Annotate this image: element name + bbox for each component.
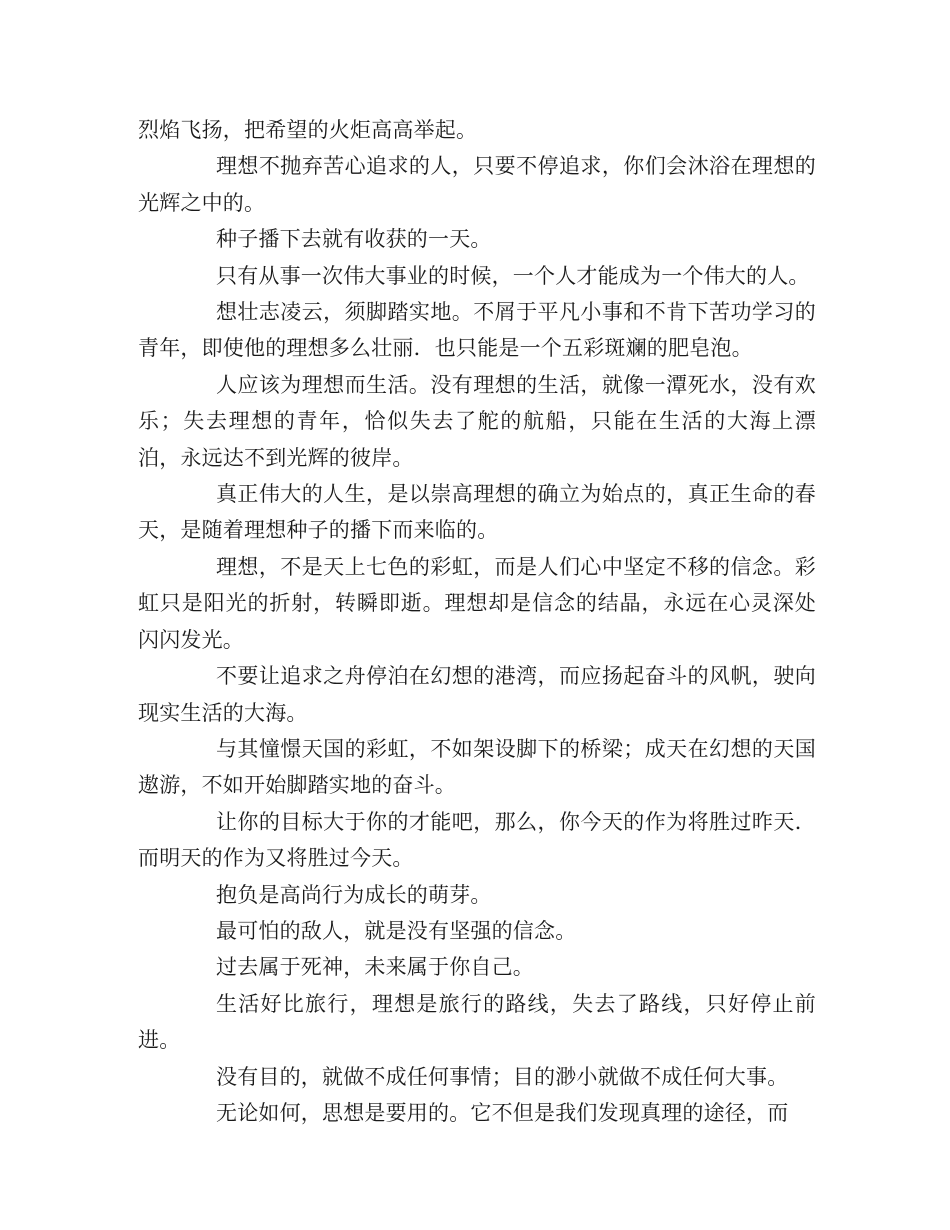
paragraph-3: 种子播下去就有收获的一天。 (216, 227, 492, 252)
paragraph-12: 抱负是高尚行为成长的萌芽。 (216, 882, 492, 907)
document-body (138, 112, 816, 1131)
paragraph-13: 最可怕的敌人，就是没有坚强的信念。 (216, 918, 577, 943)
paragraph-14: 过去属于死神，未来属于你自己。 (216, 955, 534, 980)
paragraph-1: 烈焰飞扬，把希望的火炬高高举起。 (138, 118, 478, 142)
paragraph-10: 与其憧憬天国的彩虹，不如架设脚下的桥梁；成天在幻想的天国遨游，不如开始脚踏实地的奋斗。 (138, 736, 816, 798)
paragraph-7: 真正伟大的人生，是以崇高理想的确立为始点的，真正生命的春天，是随着理想种子的播下而来临的。 (138, 482, 816, 543)
paragraph-9: 不要让追求之舟停泊在幻想的港湾，而应扬起奋斗的风帆，驶向现实生活的大海。 (138, 664, 816, 725)
paragraph-16: 没有目的，就做不成任何事情；目的渺小就做不成任何大事。 (216, 1064, 789, 1089)
paragraph-15: 生活好比旅行，理想是旅行的路线，失去了路线，只好停止前进。 (138, 991, 816, 1053)
paragraph-5: 想壮志凌云，须脚踏实地。不屑于平凡小事和不肯下苦功学习的青年，即使他的理想多么壮丽．也只能是一个五彩斑斓的肥皂泡。 (138, 300, 816, 361)
paragraph-8: 理想，不是天上七色的彩虹，而是人们心中坚定不移的信念。彩虹只是阳光的折射，转瞬即逝。理想却是信念的结晶，永远在心灵深处闪闪发光。 (138, 554, 816, 652)
paragraph-4: 只有从事一次伟大事业的时候，一个人才能成为一个伟大的人。 (216, 263, 810, 288)
paragraph-11: 让你的目标大于你的才能吧，那么，你今天的作为将胜过昨天．而明天的作为又将胜过今天。 (138, 809, 816, 871)
paragraph-17: 无论如何，思想是要用的。它不但是我们发现真理的途径，而 (216, 1100, 789, 1125)
paragraph-6: 人应该为理想而生活。没有理想的生活，就像一潭死水，没有欢乐；失去理想的青年，恰似失去了舵的航船，只能在生活的大海上漂泊，永远达不到光辉的彼岸。 (138, 372, 816, 470)
paragraph-2: 理想不抛弃苦心追求的人，只要不停追求，你们会沐浴在理想的光辉之中的。 (138, 154, 816, 215)
